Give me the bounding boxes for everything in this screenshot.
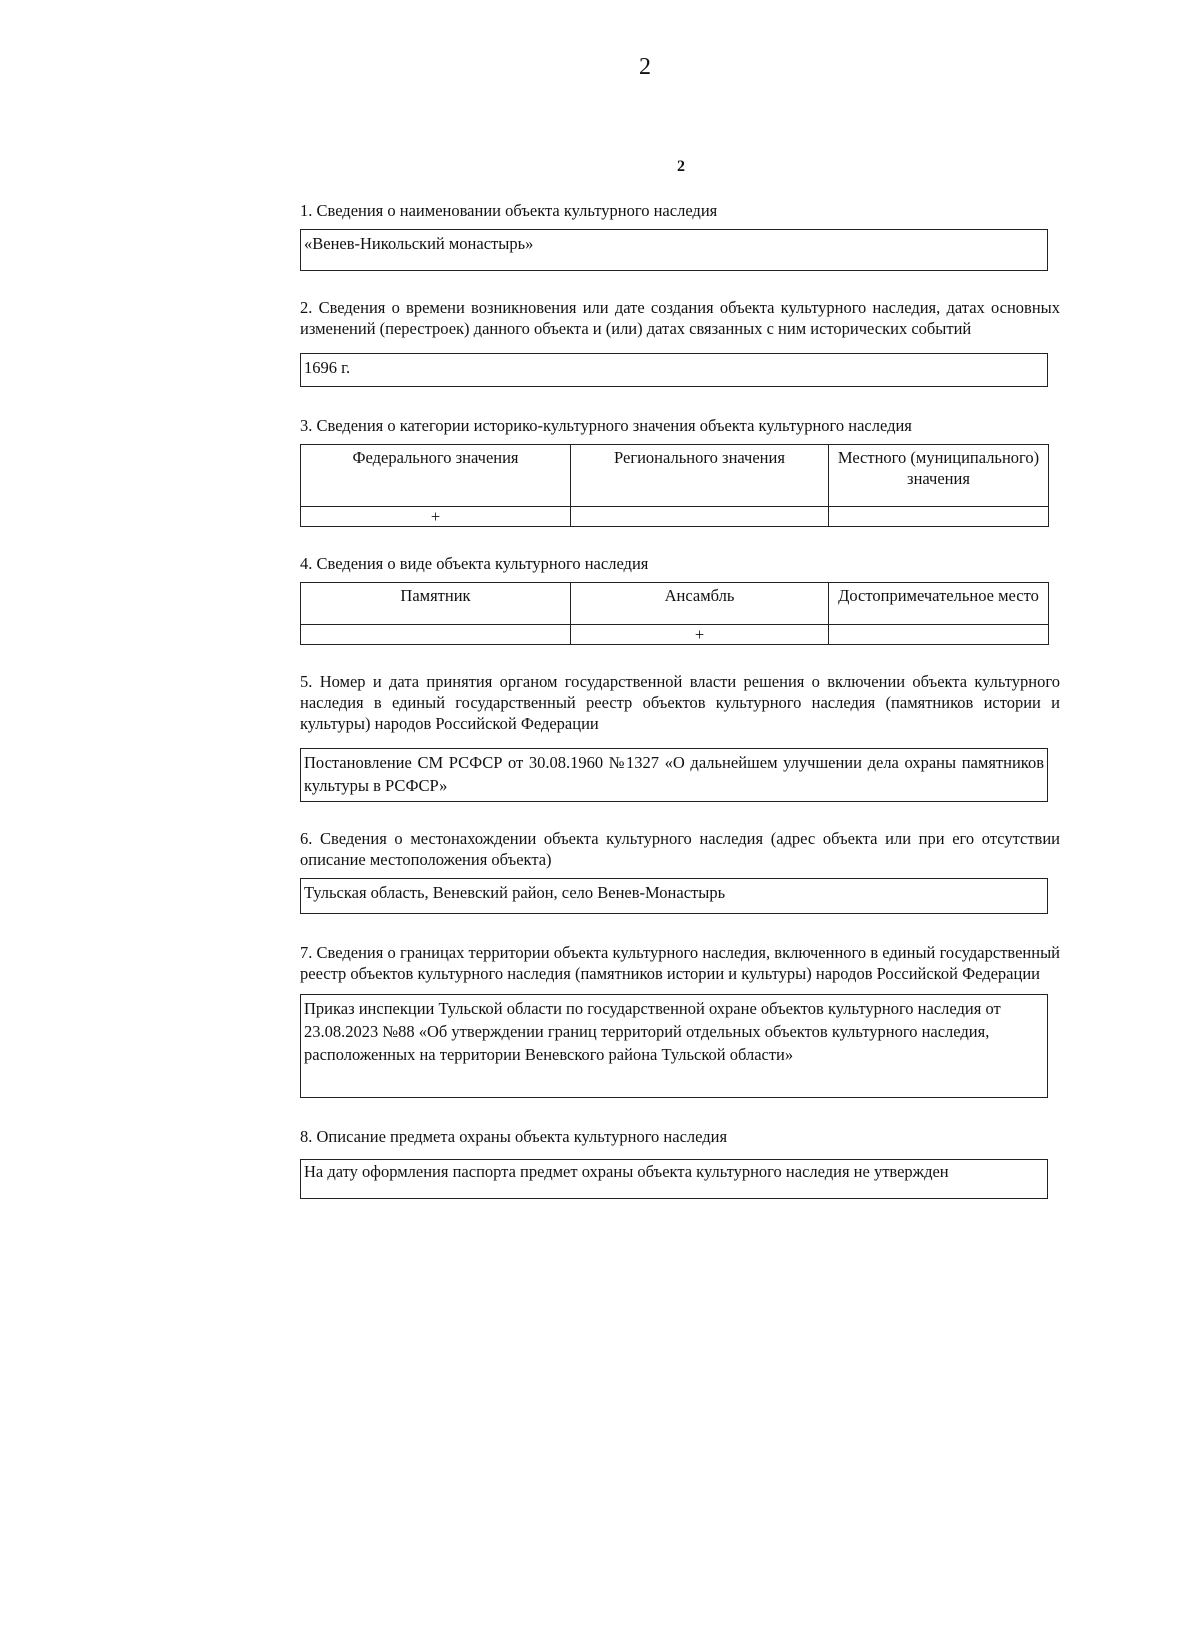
type-monument-header: Памятник	[301, 583, 571, 625]
section-registry-decision	[300, 671, 1060, 802]
section-3-heading: 3. Сведения о категории историко-культурного значения объекта культурного наследия	[300, 416, 912, 435]
category-table	[300, 444, 1049, 527]
type-landmark-mark	[829, 625, 1049, 645]
section-boundaries	[300, 942, 1060, 1098]
section-location	[300, 828, 1060, 914]
type-monument-mark	[301, 625, 571, 645]
type-ensemble-header: Ансамбль	[571, 583, 829, 625]
type-landmark-header: Достопримечательное место	[829, 583, 1049, 625]
passport-content	[300, 200, 1060, 1199]
type-ensemble-mark: +	[571, 625, 829, 645]
section-name	[300, 200, 1060, 271]
section-8-heading: 8. Описание предмета охраны объекта культурного наследия	[300, 1127, 728, 1146]
section-category	[300, 415, 1060, 527]
section-5-value: Постановление СМ РСФСР от 30.08.1960 №1327 «О дальнейшем улучшении дела охраны памятников культуры в РСФСР»	[300, 748, 1048, 802]
type-table	[300, 582, 1049, 645]
section-6-heading: 6. Сведения о местонахождении объекта культурного наследия (адрес объекта или при его отсутствии описание местоположения объекта)	[300, 829, 1060, 869]
section-2-heading: 2. Сведения о времени возникновения или дате создания объекта культурного наследия, датах основных изменений (перестроек) данного объекта и (или) датах связанных с ним исторических событий	[300, 298, 1060, 338]
section-8-value: На дату оформления паспорта предмет охраны объекта культурного наследия не утвержден	[300, 1159, 1048, 1199]
category-federal-mark: +	[301, 507, 571, 527]
section-2-value: 1696 г.	[300, 353, 1048, 387]
section-protection-subject	[300, 1126, 1060, 1199]
category-regional-mark	[571, 507, 829, 527]
category-regional-header: Регионального значения	[571, 445, 829, 507]
section-5-heading: 5. Номер и дата принятия органом государственной власти решения о включении объекта культурного наследия в единый государственный реестр объектов культурного наследия (памятников истории и культуры) народов Российской Федерации	[300, 672, 1060, 733]
section-1-value: «Венев-Никольский монастырь»	[300, 229, 1048, 271]
section-4-heading: 4. Сведения о виде объекта культурного наследия	[300, 554, 649, 573]
page-number-inner: 2	[677, 158, 685, 175]
section-7-heading: 7. Сведения о границах территории объекта культурного наследия, включенного в единый государственный реестр объектов культурного наследия (памятников истории и культуры) народов Российской Федерации	[300, 943, 1060, 983]
category-local-mark	[829, 507, 1049, 527]
category-local-header: Местного (муниципального) значения	[829, 445, 1049, 507]
section-1-heading: 1. Сведения о наименовании объекта культурного наследия	[300, 201, 718, 220]
section-type	[300, 553, 1060, 645]
category-federal-header: Федерального значения	[301, 445, 571, 507]
section-6-value: Тульская область, Веневский район, село Венев-Монастырь	[300, 878, 1048, 914]
page-number-top: 2	[639, 54, 651, 80]
section-7-value: Приказ инспекции Тульской области по государственной охране объектов культурного наследия от 23.08.2023 №88 «Об утверждении границ территорий отдельных объектов культурного наследия, расположенных на территории Веневского района Тульской области»	[300, 994, 1048, 1098]
section-date	[300, 297, 1060, 387]
